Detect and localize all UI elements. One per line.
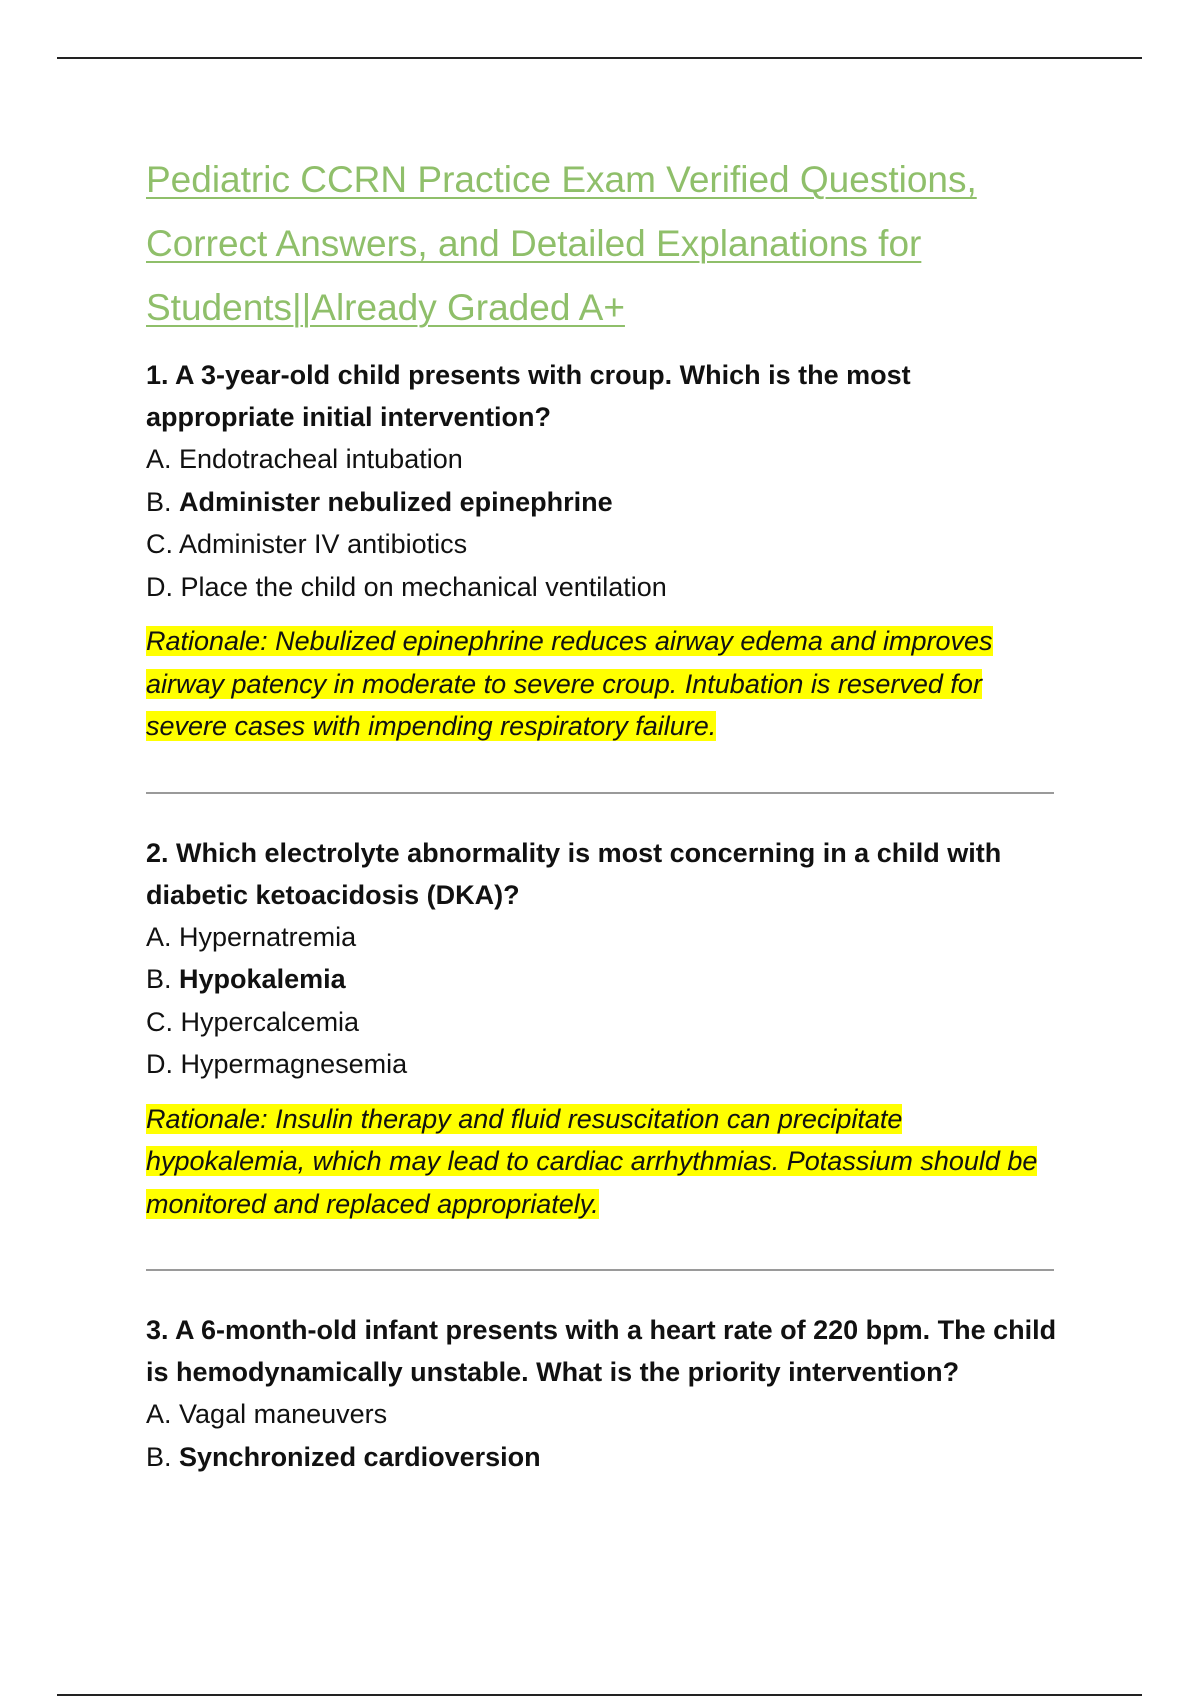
question-text: 2. Which electrolyte abnormality is most concerning in a child with diabetic ketoacidosis (DKA)? [146, 837, 1002, 910]
option-a: A. Vagal maneuvers [146, 1399, 388, 1429]
rationale-highlight: Rationale: Nebulized epinephrine reduces airway edema and improves airway patency in moderate to severe croup. Intubation is reserved for severe cases with impending respiratory failure. [146, 626, 993, 741]
correct-answer: Synchronized cardioversion [179, 1441, 541, 1472]
option-a: A. Endotracheal intubation [146, 444, 463, 474]
question-3 [146, 1309, 1066, 1478]
options-list [146, 438, 1066, 608]
option-c: C. Hypercalcemia [146, 1006, 360, 1037]
question-1 [146, 354, 1066, 748]
section-divider [146, 1269, 1054, 1271]
document-body [146, 148, 1066, 1478]
options-list [146, 916, 1066, 1086]
option-b: B. Administer nebulized epinephrine [146, 486, 613, 517]
correct-answer: Hypokalemia [179, 964, 346, 994]
question-2 [146, 832, 1066, 1226]
option-c: C. Administer IV antibiotics [146, 529, 468, 559]
option-b: B. Hypokalemia [146, 964, 346, 994]
section-divider [146, 792, 1054, 794]
document-title: Pediatric CCRN Practice Exam Verified Questions, Correct Answers, and Detailed Explanations for Students||Already Graded A+ [146, 159, 977, 328]
correct-answer: Administer nebulized epinephrine [179, 486, 613, 517]
option-d: D. Hypermagnesemia [146, 1049, 408, 1079]
rationale [146, 1098, 1066, 1226]
top-rule [57, 57, 1142, 59]
question-text: 1. A 3-year-old child presents with croup. Which is the most appropriate initial intervention? [146, 360, 911, 432]
options-list [146, 1393, 1066, 1478]
rationale [146, 620, 1066, 748]
option-a: A. Hypernatremia [146, 921, 357, 952]
option-b: B. Synchronized cardioversion [146, 1441, 541, 1472]
rationale-highlight: Rationale: Insulin therapy and fluid resuscitation can precipitate hypokalemia, which may lead to cardiac arrhythmias. Potassium should be monitored and replaced appropriately. [146, 1103, 1038, 1219]
question-text: 3. A 6-month-old infant presents with a heart rate of 220 bpm. The child is hemodynamically unstable. What is the priority intervention? [146, 1315, 1057, 1387]
bottom-rule [57, 1694, 1142, 1696]
option-d: D. Place the child on mechanical ventilation [146, 571, 667, 602]
